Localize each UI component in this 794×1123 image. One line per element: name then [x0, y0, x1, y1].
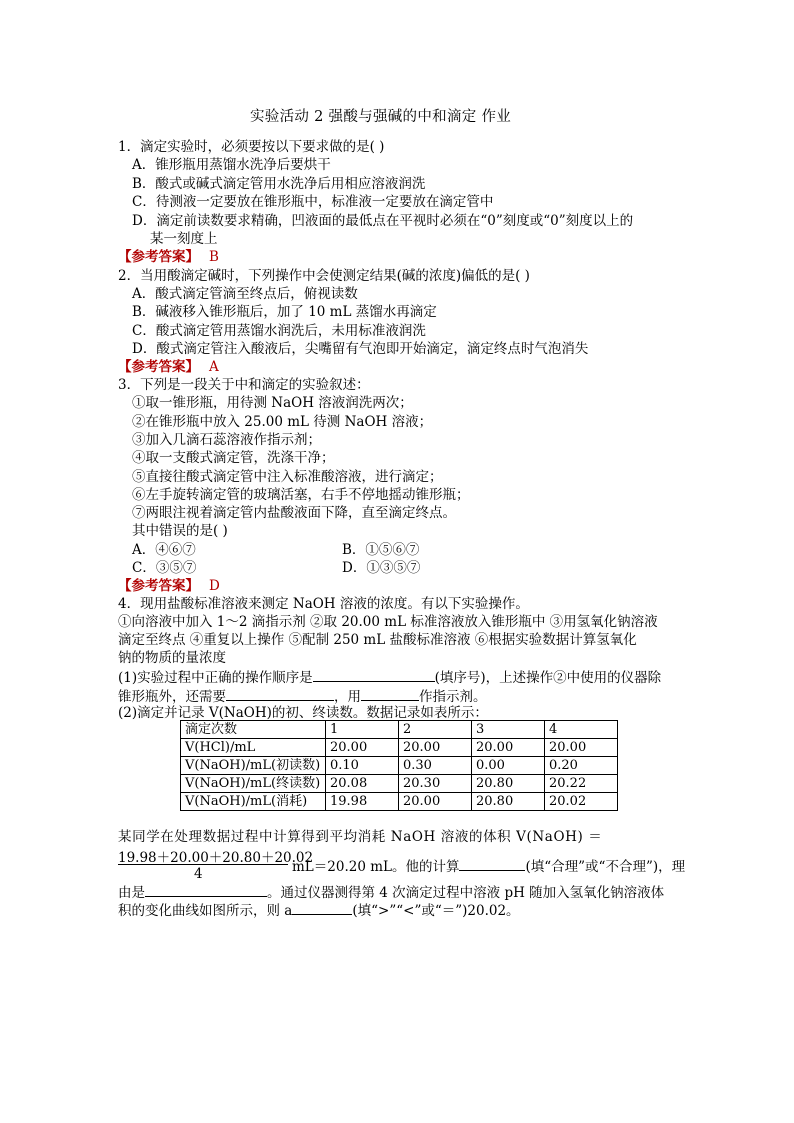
q4-last-line: [118, 900, 520, 920]
q3-step-6: ⑥左手旋转滴定管的玻璃活塞，右手不停地摇动锥形瓶；: [132, 487, 470, 503]
q3-question: 其中错误的是( ): [132, 523, 228, 539]
answer-blank-instrument[interactable]: [226, 686, 334, 701]
table-header-row: [181, 721, 618, 739]
table-cell: 20.02: [545, 793, 618, 811]
table-cell: 20.00: [399, 739, 472, 757]
q1-option-c: C．待测液一定要放在锥形瓶中，标准液一定要放在滴定管中: [132, 194, 494, 210]
table-header-cell: 4: [545, 721, 618, 739]
answer-blank-reasonable[interactable]: [459, 856, 525, 871]
titration-data-table: [180, 720, 618, 811]
q2-stem: 2．当用酸滴定碱时，下列操作中会使测定结果(碱的浓度)偏低的是( ): [118, 268, 530, 284]
table-cell: 20.00: [326, 739, 399, 757]
answer-blank-reason[interactable]: [145, 882, 267, 897]
table-cell: 20.08: [326, 775, 399, 793]
q4-last-text-a: 积的变化曲线如图所示，则 a: [118, 903, 293, 919]
table-cell: 20.80: [472, 775, 545, 793]
q3-step-3: ③加入几滴石蕊溶液作指示剂；: [132, 432, 321, 448]
q4-last-text-b: (填“>”“<”或“＝”)20.02。: [352, 903, 520, 919]
q1-option-d: D．滴定前读数要求精确，凹液面的最低点在平视时必须在“0”刻度或“0”刻度以上的: [132, 213, 634, 229]
q2-answer: [118, 358, 219, 376]
answer-value: D: [209, 578, 220, 594]
answer-label: 【参考答案】: [118, 249, 199, 265]
q3-step-5: ⑤直接往酸式滴定管中注入标准酸溶液，进行滴定；: [132, 469, 443, 485]
answer-label: 【参考答案】: [118, 359, 199, 375]
q1-option-b: B．酸式或碱式滴定管用水洗净后用相应溶液润洗: [132, 176, 426, 192]
page-title: 实验活动 2 强酸与强碱的中和滴定 作业: [250, 109, 512, 125]
q3-option-b: B．①⑤⑥⑦: [342, 542, 420, 558]
q4-reason-text-a: 由是: [118, 885, 145, 901]
fraction-denominator: 4: [194, 866, 203, 882]
table-cell: V(NaOH)/mL(消耗): [181, 793, 326, 811]
table-cell: V(NaOH)/mL(初读数): [181, 757, 326, 775]
q3-step-7: ⑦两眼注视着滴定管内盐酸液面下降，直至滴定终点。: [132, 505, 456, 521]
q4-calc-line: 某同学在处理数据过程中计算得到平均消耗 NaOH 溶液的体积 V(NaOH) ＝: [118, 829, 603, 845]
answer-label: 【参考答案】: [118, 578, 199, 594]
table-cell: 20.30: [399, 775, 472, 793]
q2-option-c: C．酸式滴定管用蒸馏水润洗后，未用标准液润洗: [132, 323, 426, 339]
q4-stem: 4．现用盐酸标准溶液来测定 NaOH 溶液的浓度。有以下实验操作。: [118, 596, 529, 612]
q1-option-a: A．锥形瓶用蒸馏水洗净后要烘干: [132, 157, 331, 173]
q1-option-d-cont: 某一刻度上: [150, 231, 218, 247]
table-row: [181, 757, 618, 775]
table-header-cell: 2: [399, 721, 472, 739]
q4-part1-text-b: (填序号)，上述操作②中使用的仪器除: [434, 670, 662, 686]
table-header-cell: 滴定次数: [181, 721, 326, 739]
q3-step-2: ②在锥形瓶中放入 25.00 mL 待测 NaOH 溶液；: [132, 414, 433, 430]
q4-reason-text-b: 。通过仪器测得第 4 次滴定过程中溶液 pH 随加入氢氧化钠溶液体: [267, 885, 665, 901]
answer-value: A: [209, 359, 219, 375]
table-cell: 20.22: [545, 775, 618, 793]
answer-blank-order[interactable]: [313, 667, 435, 682]
q3-option-d: D．①③⑤⑦: [342, 560, 421, 576]
q3-option-c: C．③⑤⑦: [132, 560, 197, 576]
table-row: [181, 793, 618, 811]
table-cell: 20.00: [545, 739, 618, 757]
q2-option-a: A．酸式滴定管滴至终点后，俯视读数: [132, 286, 358, 302]
q4-ops-line-1: ①向溶液中加入 1～2 滴指示剂 ②取 20.00 mL 标准溶液放入锥形瓶中 ③用氢氧化钠溶液: [118, 614, 658, 630]
q4-part2-intro: (2)滴定并记录 V(NaOH)的初、终读数。数据记录如表所示：: [118, 705, 488, 721]
table-header-cell: 3: [472, 721, 545, 739]
q2-option-d: D．酸式滴定管注入酸液后，尖嘴留有气泡即开始滴定，滴定终点时气泡消失: [132, 341, 589, 357]
table-cell: 20.80: [472, 793, 545, 811]
table-cell: V(HCl)/mL: [181, 739, 326, 757]
table-cell: 20.00: [399, 793, 472, 811]
q4-calc-text-a: mL＝20.20 mL。他的计算: [292, 859, 460, 875]
q4-part1-text-a: (1)实验过程中正确的操作顺序是: [118, 670, 313, 686]
q4-part1-text-c: 锥形瓶外，还需要: [118, 689, 226, 705]
q4-part1-text-e: 作指示剂。: [419, 689, 487, 705]
q2-option-b: B．碱液移入锥形瓶后，加了 10 mL 蒸馏水再滴定: [132, 304, 437, 320]
q4-reason-line: [118, 882, 664, 902]
q3-option-a: A．④⑥⑦: [132, 542, 196, 558]
q4-calc-result-line: [292, 856, 685, 876]
table-cell: 20.00: [472, 739, 545, 757]
fraction-bar: [118, 864, 288, 865]
q4-part1-text-d: ，用: [334, 689, 361, 705]
table-row: [181, 775, 618, 793]
table-cell: 19.98: [326, 793, 399, 811]
fraction-numerator: 19.98＋20.00＋20.80＋20.02: [118, 850, 314, 866]
q4-calc-text-b: (填“合理”或“不合理”)，理: [525, 859, 686, 875]
table-header-cell: 1: [326, 721, 399, 739]
table-row: [181, 739, 618, 757]
q3-stem: 3．下列是一段关于中和滴定的实验叙述：: [118, 377, 370, 393]
q3-answer: [118, 577, 220, 595]
q1-answer: [118, 248, 219, 266]
answer-blank-compare[interactable]: [292, 900, 352, 915]
q1-stem: 1．滴定实验时，必须要按以下要求做的是( ): [118, 139, 385, 155]
table-cell: 0.10: [326, 757, 399, 775]
table-cell: 0.00: [472, 757, 545, 775]
q3-step-1: ①取一锥形瓶，用待测 NaOH 溶液润洗两次；: [132, 395, 413, 411]
q4-ops-line-3: 钠的物质的量浓度: [118, 650, 226, 666]
q4-ops-line-2: 滴定至终点 ④重复以上操作 ⑤配制 250 mL 盐酸标准溶液 ⑥根据实验数据计算氢氧化: [118, 632, 637, 648]
answer-blank-indicator[interactable]: [361, 686, 419, 701]
table-cell: 0.30: [399, 757, 472, 775]
table-cell: V(NaOH)/mL(终读数): [181, 775, 326, 793]
q4-part1-line1: [118, 667, 661, 687]
table-cell: 0.20: [545, 757, 618, 775]
q3-step-4: ④取一支酸式滴定管，洗涤干净；: [132, 450, 335, 466]
answer-value: B: [209, 249, 219, 265]
q4-part1-line2: [118, 686, 487, 706]
